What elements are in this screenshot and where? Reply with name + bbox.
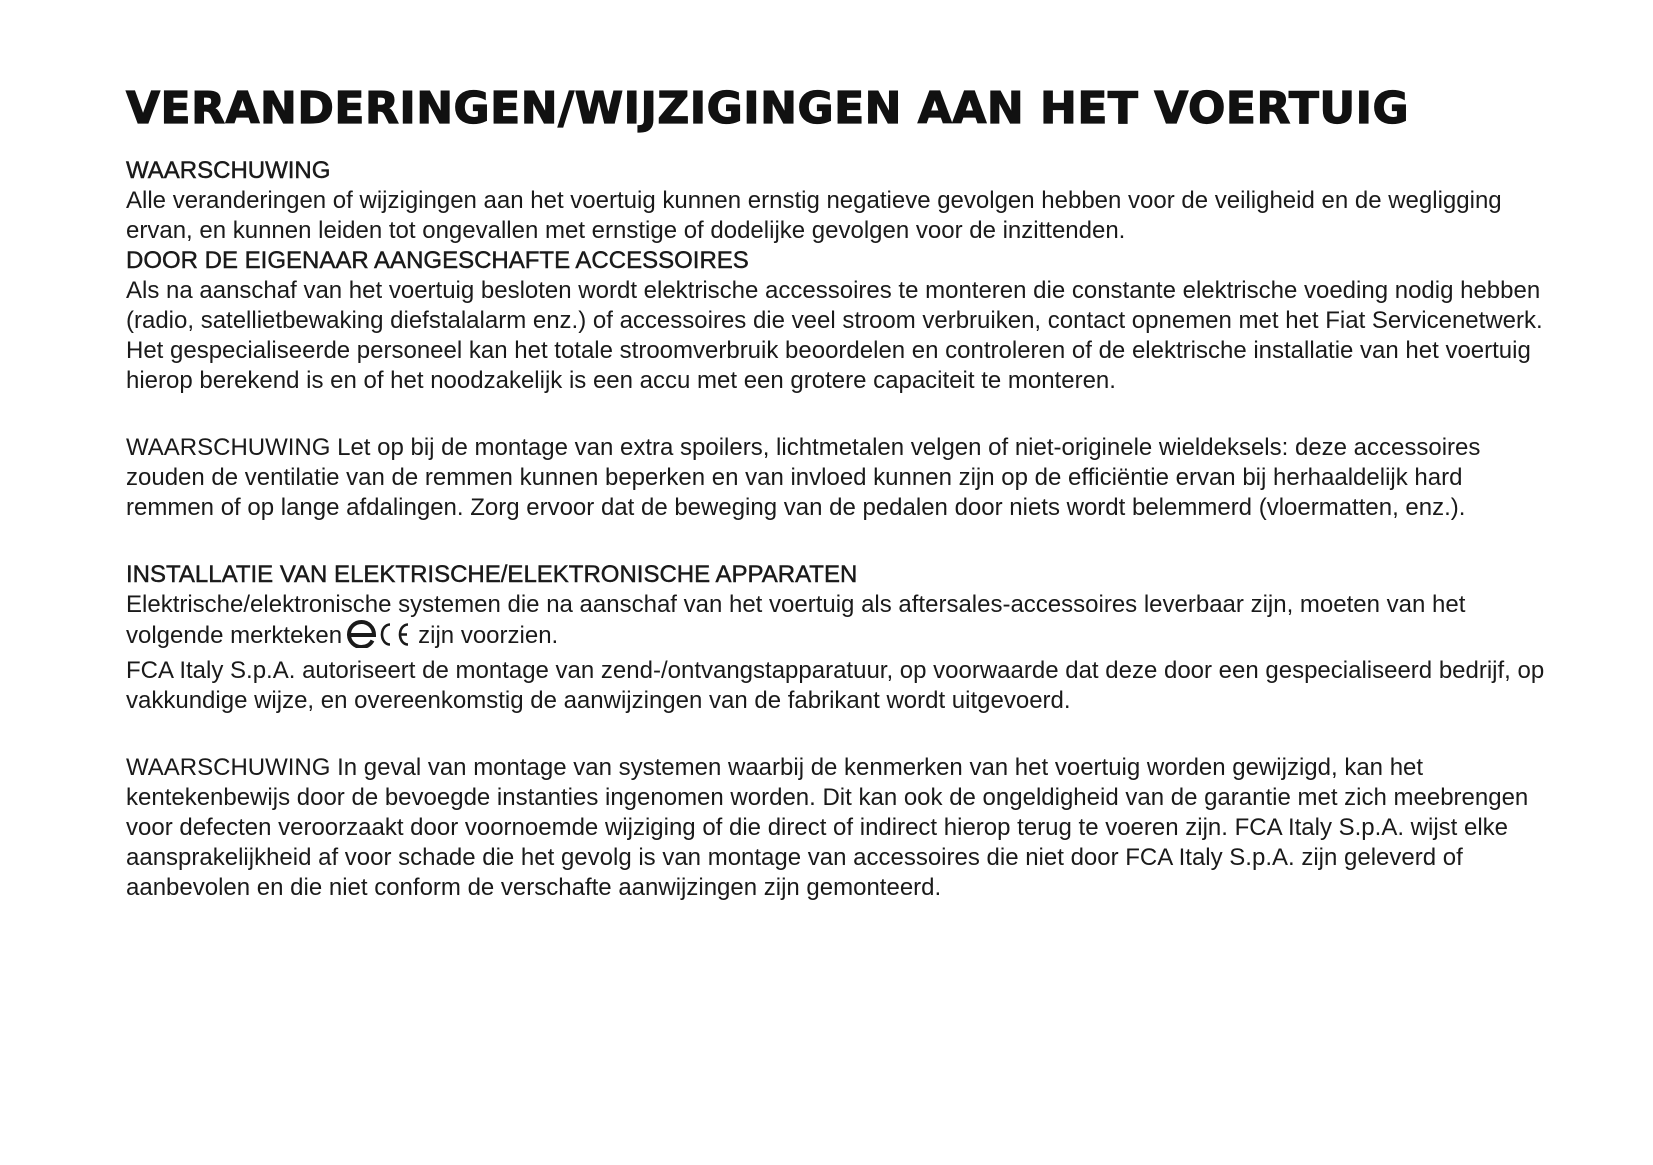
e-ce-conformity-mark-icon — [346, 620, 414, 656]
section-warning-1 — [126, 156, 1546, 246]
accessories-heading: DOOR DE EIGENAAR AANGESCHAFTE ACCESSOIRES — [126, 247, 749, 274]
installation-heading: INSTALLATIE VAN ELEKTRISCHE/ELEKTRONISCHE APPARATEN — [126, 561, 858, 588]
installation-text-before-mark: Elektrische/elektronische systemen die na aanschaf van het voertuig als aftersales-accessoires leverbaar zijn, moeten van het volgende merkteken — [126, 591, 1466, 649]
installation-text-after-mark: zijn voorzien. — [418, 622, 559, 649]
section-accessories — [126, 246, 1546, 396]
installation-authorization-text: FCA Italy S.p.A. autoriseert de montage van zend-/ontvangstapparatuur, op voorwaarde dat deze door een gespecialiseerd bedrijf, op vakkundige wijze, en overeenkomstig de aanwijzingen van de fabrikant wordt uitgevoerd. — [126, 657, 1545, 714]
section-installation — [126, 560, 1546, 716]
section-warning-3 — [126, 753, 1546, 903]
warning-heading: WAARSCHUWING — [126, 157, 331, 184]
installation-text — [126, 590, 1546, 656]
page-title: VERANDERINGEN/WIJZIGINGEN AAN HET VOERTUIG — [126, 83, 1410, 134]
accessories-text: Als na aanschaf van het voertuig besloten wordt elektrische accessoires te monteren die constante elektrische voeding nodig hebben (radio, satellietbewaking diefstalalarm enz.) of accessoires die veel stroom verbruiken, contact opnemen met het Fiat Servicenetwerk. Het gespecialiseerde personeel kan het totale stroomverbruik beoordelen en controleren of de elektrische installatie van het voertuig hierop berekend is en of het noodzakelijk is een accu met een grotere capaciteit te monteren. — [126, 277, 1543, 394]
document-page — [126, 84, 1546, 903]
section-warning-2 — [126, 433, 1546, 523]
warning-spoilers-text: WAARSCHUWING Let op bij de montage van extra spoilers, lichtmetalen velgen of niet-originele wieldeksels: deze accessoires zouden de ventilatie van de remmen kunnen beperken en van invloed kunnen zijn op de efficiëntie ervan bij herhaaldelijk hard remmen of op lange afdalingen. Zorg ervoor dat de beweging van de pedalen door niets wordt belemmerd (vloermatten, enz.). — [126, 434, 1481, 521]
warning-text: Alle veranderingen of wijzigingen aan het voertuig kunnen ernstig negatieve gevolgen hebben voor de veiligheid en de wegligging ervan, en kunnen leiden tot ongevallen met ernstige of dodelijke gevolgen voor de inzittenden. — [126, 187, 1502, 244]
warning-modifications-text: WAARSCHUWING In geval van montage van systemen waarbij de kenmerken van het voertuig worden gewijzigd, kan het kentekenbewijs door de bevoegde instanties ingenomen worden. Dit kan ook de ongeldigheid van de garantie met zich meebrengen voor defecten veroorzaakt door voornoemde wijziging of die direct of indirect hierop terug te voeren zijn. FCA Italy S.p.A. wijst elke aansprakelijkheid af voor schade die het gevolg is van montage van accessoires die niet door FCA Italy S.p.A. zijn geleverd of aanbevolen en die niet conform de verschafte aanwijzingen zijn gemonteerd. — [126, 754, 1529, 901]
